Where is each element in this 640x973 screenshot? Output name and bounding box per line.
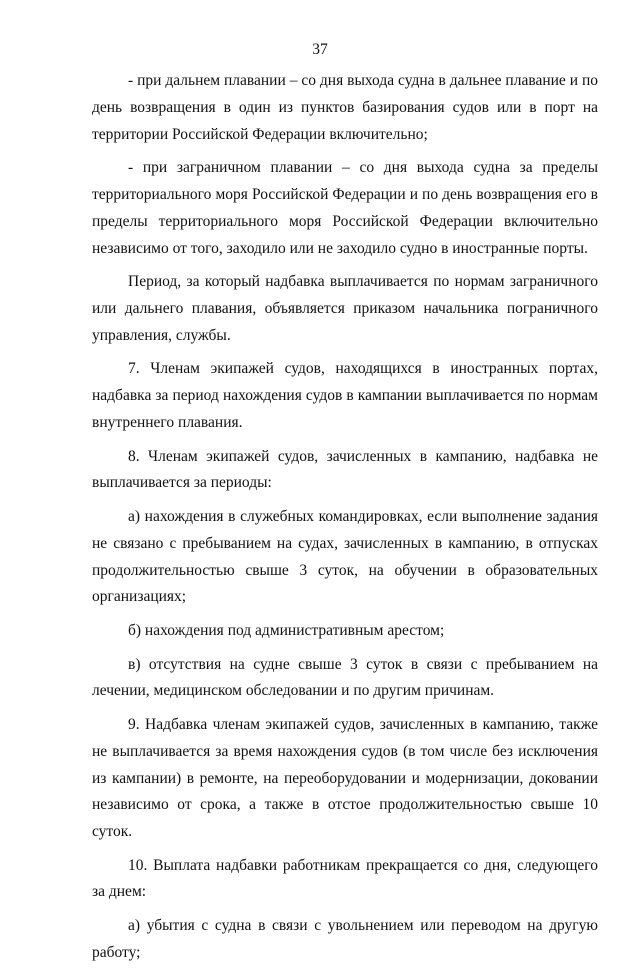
document-body bbox=[92, 68, 598, 973]
paragraph-long-voyage: - при дальнем плавании – со дня выхода судна в дальнее плавание и по день возвращения в один из пунктов базирования судов или в порт на территории Российской Федерации включительно; bbox=[92, 72, 598, 143]
paragraph-item-8v: в) отсутствия на судне свыше 3 суток в связи с пребыванием на лечении, медицинском обследовании и по другим причинам. bbox=[92, 655, 598, 700]
paragraph-item-7: 7. Членам экипажей судов, находящихся в иностранных портах, надбавка за период нахождения судов в кампании выплачивается по нормам внутреннего плавания. bbox=[92, 360, 598, 431]
paragraph-item-10a: а) убытия с судна в связи с увольнением или переводом на другую работу; bbox=[92, 917, 598, 961]
paragraph-foreign-voyage: - при заграничном плавании – со дня выхода судна за пределы территориального моря Российской Федерации и по день возвращения его в пределы территориального моря Российской Федерации включительно независимо от того, заходило или не заходило судно в иностранные порты. bbox=[92, 159, 598, 257]
paragraph-item-8: 8. Членам экипажей судов, зачисленных в кампанию, надбавка не выплачивается за периоды: bbox=[92, 447, 598, 492]
paragraph-period-announcement: Период, за который надбавка выплачивается по нормам заграничного или дальнего плавания, объявляется приказом начальника пограничного управления, службы. bbox=[92, 273, 598, 344]
paragraph-item-10: 10. Выплата надбавки работникам прекращается со дня, следующего за днем: bbox=[92, 856, 598, 901]
paragraph-item-9: 9. Надбавка членам экипажей судов, зачисленных в кампанию, также не выплачивается за время нахождения судов (в том числе без исключения из кампании) в ремонте, на переоборудовании и модернизации, доковании независимо от срока, а также в отстое продолжительностью свыше 10 суток. bbox=[92, 715, 598, 841]
page-number: 37 bbox=[312, 41, 328, 58]
paragraph-item-8a: а) нахождения в служебных командировках, если выполнение задания не связано с пребыванием на судах, зачисленных в кампанию, в отпусках продолжительностью свыше 3 суток, на обучении в образовательных организациях; bbox=[92, 507, 598, 606]
paragraph-item-8b: б) нахождения под административным арестом; bbox=[128, 621, 445, 639]
